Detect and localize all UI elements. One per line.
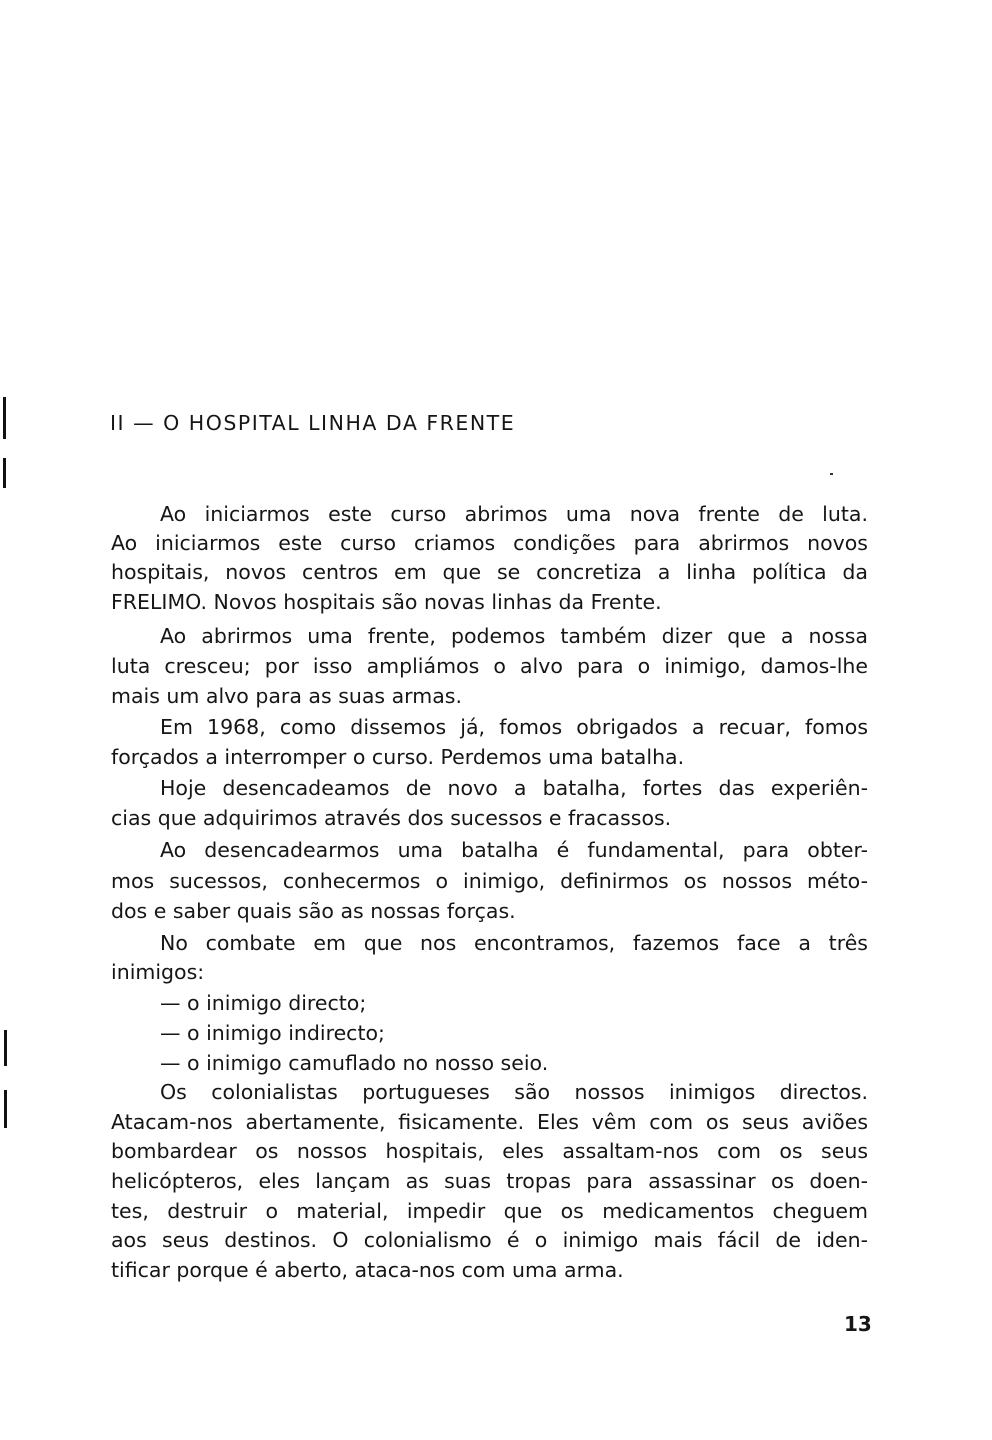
text-line: mos sucessos, conhecermos o inimigo, definirmos os nossos méto-: [111, 869, 868, 893]
scan-margin-mark: [3, 397, 6, 439]
text-line: Em 1968, como dissemos já, fomos obrigados a recuar, fomos: [160, 715, 868, 739]
text-line: inimigos:: [111, 960, 205, 984]
chapter-heading: II — O HOSPITAL LINHA DA FRENTE: [110, 411, 516, 435]
scan-margin-mark: [4, 1090, 7, 1128]
text-line: Ao abrirmos uma frente, podemos também dizer que a nossa: [160, 624, 868, 648]
text-line: tes, destruir o material, impedir que os medicamentos cheguem: [111, 1199, 868, 1223]
text-line: dos e saber quais são as nossas forças.: [111, 899, 516, 923]
text-line: FRELIMO. Novos hospitais são novas linhas da Frente.: [111, 590, 662, 614]
text-line: Ao iniciarmos este curso criamos condições para abrirmos novos: [111, 531, 868, 555]
text-line: bombardear os nossos hospitais, eles assaltam-nos com os seus: [111, 1139, 868, 1163]
page-number: 13: [844, 1312, 872, 1336]
text-line: Os colonialistas portugueses são nossos inimigos directos.: [160, 1080, 868, 1104]
text-line: Hoje desencadeamos de novo a batalha, fortes das experiên-: [160, 776, 868, 800]
text-line: cias que adquirimos através dos sucessos e fracassos.: [111, 806, 672, 830]
text-line: helicópteros, eles lançam as suas tropas para assassinar os doen-: [111, 1169, 868, 1193]
text-line: aos seus destinos. O colonialismo é o inimigo mais fácil de iden-: [111, 1228, 868, 1252]
list-item: — o inimigo camuflado no nosso seio.: [160, 1051, 549, 1075]
text-line: No combate em que nos encontramos, fazemos face a três: [160, 931, 868, 955]
text-line: tificar porque é aberto, ataca-nos com uma arma.: [111, 1258, 624, 1282]
list-item: — o inimigo directo;: [160, 991, 367, 1015]
text-line: mais um alvo para as suas armas.: [111, 684, 462, 708]
text-line: Ao iniciarmos este curso abrimos uma nova frente de luta.: [160, 502, 868, 526]
text-line: luta cresceu; por isso ampliámos o alvo para o inimigo, damos-lhe: [111, 654, 868, 678]
text-line: forçados a interromper o curso. Perdemos uma batalha.: [111, 745, 685, 769]
scan-margin-mark: [3, 458, 6, 488]
scan-margin-mark: [4, 1030, 7, 1066]
scan-speck: [830, 473, 833, 475]
text-line: Atacam-nos abertamente, fisicamente. Eles vêm com os seus aviões: [111, 1110, 868, 1134]
text-line: hospitais, novos centros em que se concretiza a linha política da: [111, 560, 868, 584]
text-line: Ao desencadearmos uma batalha é fundamental, para obter-: [160, 838, 868, 862]
list-item: — o inimigo indirecto;: [160, 1021, 385, 1045]
